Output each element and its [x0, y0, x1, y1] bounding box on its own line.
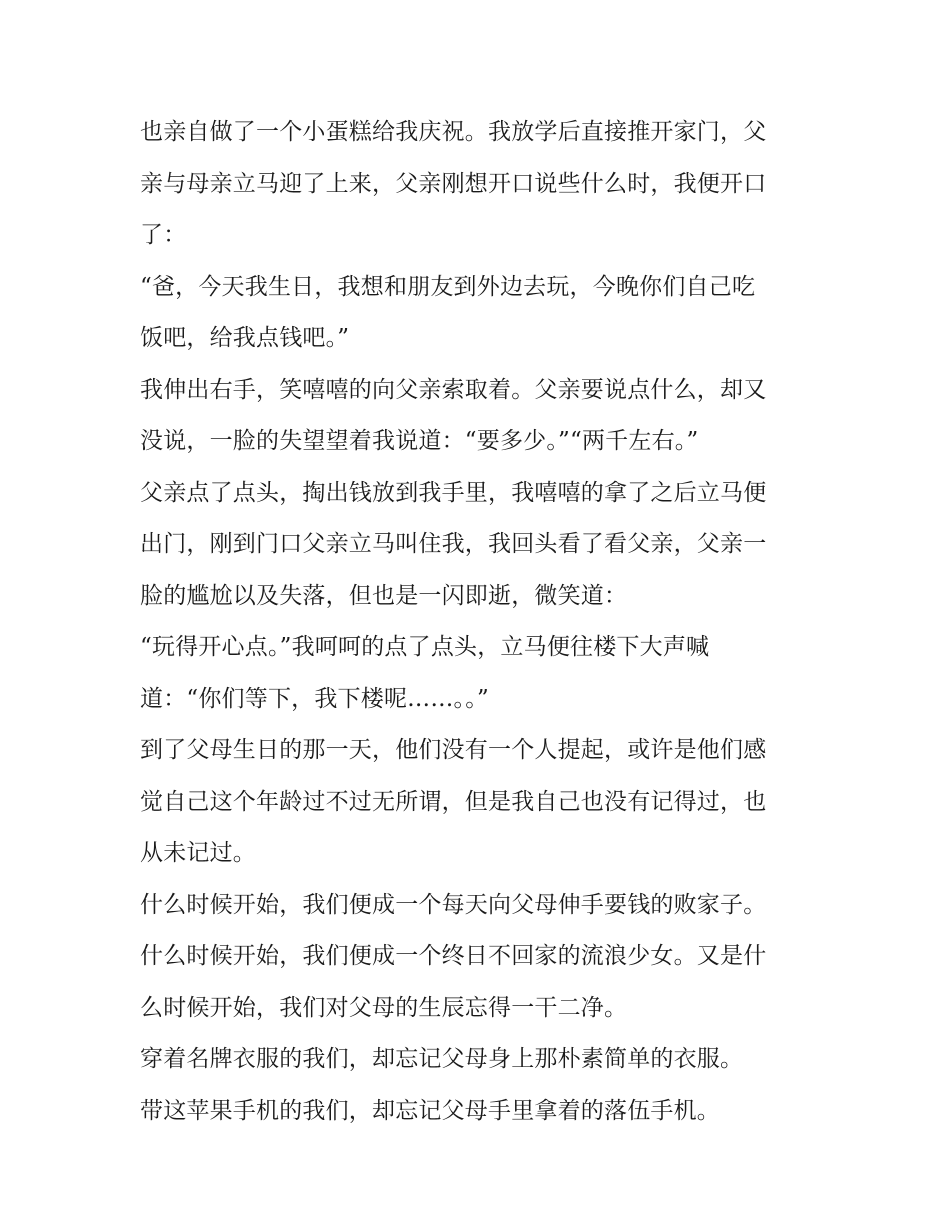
text-line: 没说，一脸的失望望着我说道：“要多少。”“两千左右。” — [140, 428, 699, 454]
text-line: 脸的尴尬以及失落，但也是一闪即逝，微笑道： — [140, 582, 628, 609]
text-line: 出门，刚到门口父亲立马叫住我，我回头看了看父亲，父亲一 — [140, 531, 767, 557]
text-line: 也亲自做了一个小蛋糕给我庆祝。我放学后直接推开家门，父 — [140, 119, 767, 145]
text-line: 什么时候开始，我们便成一个终日不回家的流浪少女。又是什 — [140, 943, 767, 969]
text-line: 觉自己这个年龄过不过无所谓，但是我自己也没有记得过，也 — [140, 788, 767, 815]
text-line: 父亲点了点头，掏出钱放到我手里，我嘻嘻的拿了之后立马便 — [140, 479, 767, 506]
text-line: 到了父母生日的那一天，他们没有一个人提起，或许是他们感 — [140, 737, 767, 763]
text-line: 饭吧，给我点钱吧。” — [140, 325, 350, 351]
text-line: 么时候开始，我们对父母的生辰忘得一干二净。 — [140, 994, 628, 1021]
text-line: 带这苹果手机的我们，却忘记父母手里拿着的落伍手机。 — [140, 1097, 720, 1124]
text-line: 亲与母亲立马迎了上来，父亲刚想开口说些什么时，我便开口 — [140, 170, 767, 197]
text-line: 从未记过。 — [140, 840, 256, 866]
text-line: “玩得开心点。”我呵呵的点了点头，立马便往楼下大声喊 — [140, 634, 710, 660]
body-text — [140, 107, 830, 1137]
text-line: 道：“你们等下，我下楼呢……。。” — [140, 685, 489, 712]
text-line: 我伸出右手，笑嘻嘻的向父亲索取着。父亲要说点什么，却又 — [140, 376, 767, 403]
text-line: 了： — [140, 222, 187, 248]
text-line: 穿着名牌衣服的我们，却忘记父母身上那朴素简单的衣服。 — [140, 1046, 744, 1072]
text-line: 什么时候开始，我们便成一个每天向父母伸手要钱的败家子。 — [140, 891, 767, 918]
text-line: “爸，今天我生日，我想和朋友到外边去玩，今晚你们自己吃 — [140, 273, 756, 300]
